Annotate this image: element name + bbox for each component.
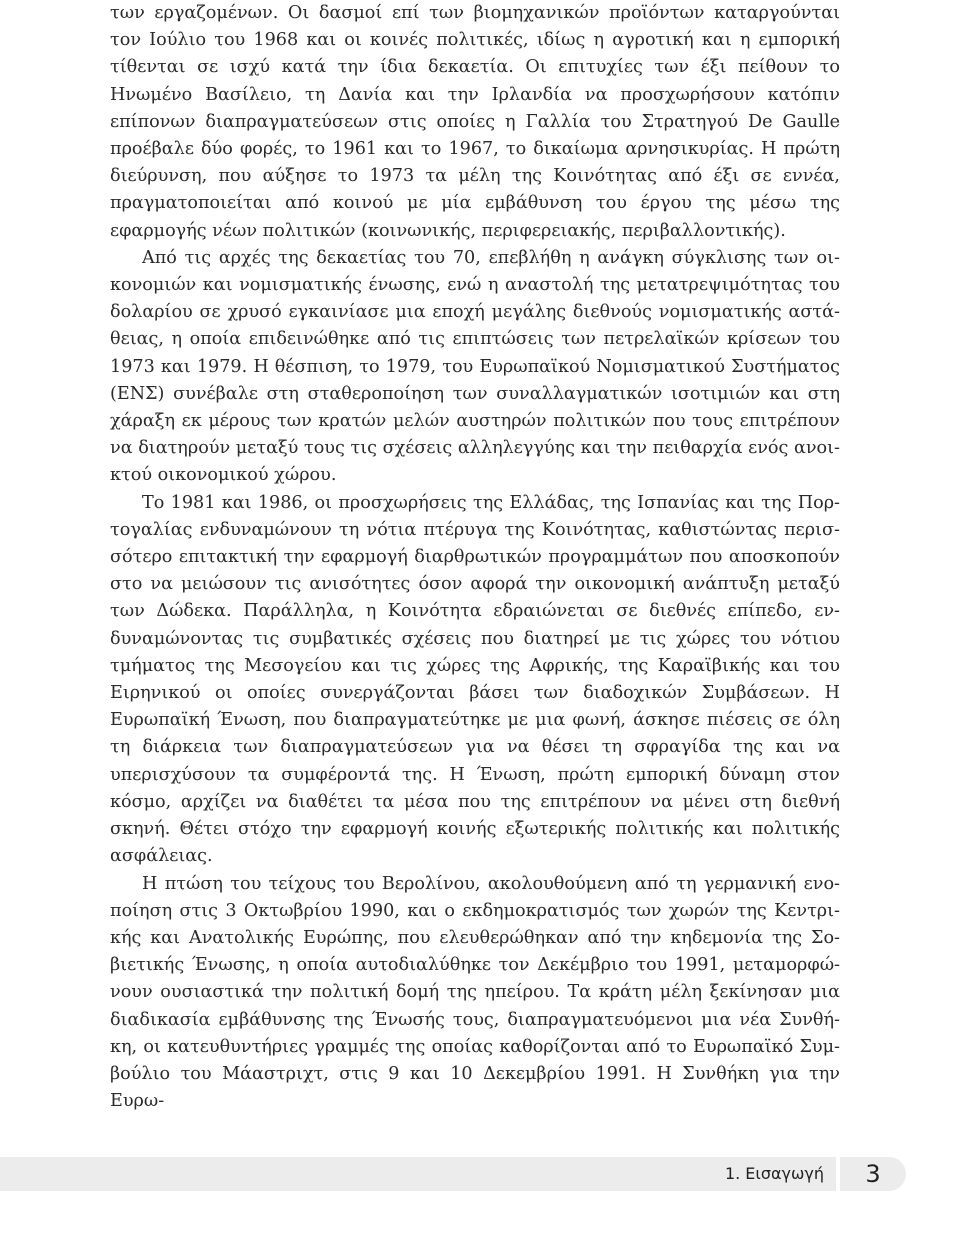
paragraph-1: των εργαζομένων. Οι δασμοί επί των βιομηχανικών προϊόντων καταργούνται τον Ιούλιο του 1968 και οι κοινές πολιτικές, ιδίως η αγροτική και η εμπορική τίθενται σε ισχύ κατά την ίδια δεκαετία. Οι επιτυχίες των έξι πείθουν το Ηνωμένο Βασίλειο, τη Δανία και την Ιρλανδία να προσχωρήσουν κατόπιν επίπονων διαπραγματεύσεων στις οποίες η Γαλλία του Στρατηγού De Gaulle προέβαλε δύο φορές, το 1961 και το 1967, το δικαίωμα αρνησικυρίας. Η πρώτη διεύρυνση, που αύξησε το 1973 τα μέλη της Κοινότητας από έξι σε εννέα, πραγματοποιείται από κοινού με μία εμβάθυνση του έργου της μέσω της εφαρμογής νέων πολιτικών (κοινωνικής, περιφερειακής, περιβαλλοντικής).	[110, 3, 840, 241]
paragraph-4: Η πτώση του τείχους του Βερολίνου, ακολουθούμενη από τη γερμανική ενοποίηση στις 3 Οκτωβρίου 1990, και ο εκδημοκρατισμός των χωρών της Κεντρικής και Ανατολικής Ευρώπης, που ελευθερώθηκαν από την κηδεμονία της Σοβιετικής Ένωσης, η οποία αυτοδιαλύθηκε τον Δεκέμβριο του 1991, μεταμορφώνουν ουσιαστικά την πολιτική δομή της ηπείρου. Τα κράτη μέλη ξεκίνησαν μια διαδικασία εμβάθυνσης της Ένωσής τους, διαπραγματευόμενοι μια νέα Συνθήκη, οι κατευθυντήριες γραμμές της οποίας καθορίζονται από το Ευρωπαϊκό Συμβούλιο του Μάαστριχτ, στις 9 και 10 Δεκεμβρίου 1991. Η Συνθήκη για την Ευρω-	[110, 873, 840, 1112]
paragraph-2: Από τις αρχές της δεκαετίας του 70, επεβλήθη η ανάγκη σύγκλισης των οικονομιών και νομισματικής ένωσης, ενώ η αναστολή της μετατρεψιμότητας του δολαρίου σε χρυσό εγκαινίασε μια εποχή μεγάλης διεθνούς νομισματικής αστάθειας, η οποία επιδεινώθηκε από τις επιπτώσεις των πετρελαϊκών κρίσεων του 1973 και 1979. Η θέσπιση, το 1979, του Ευρωπαϊκού Νομισματικού Συστήματος (ΕΝΣ) συνέβαλε στη σταθεροποίηση των συναλλαγματικών ισοτιμιών και στη χάραξη εκ μέρους των κρατών μελών αυστηρών πολιτικών που τους επιτρέπουν να διατηρούν μεταξύ τους τις σχέσεις αλληλεγγύης και την πειθαρχία ενός ανοικτού οικονομικού χώρου.	[110, 247, 840, 486]
page-number: 3	[865, 1160, 881, 1188]
document-body	[110, 0, 840, 1115]
paragraph-3: Το 1981 και 1986, οι προσχωρήσεις της Ελλάδας, της Ισπανίας και της Πορτογαλίας ενδυναμώνουν τη νότια πτέρυγα της Κοινότητας, καθιστώντας περισσότερο επιτακτική την εφαρμογή διαρθρωτικών προγραμμάτων που αποσκοπούν στο να μειώσουν τις ανισότητες όσον αφορά την οικονομική ανάπτυξη μεταξύ των Δώδεκα. Παράλληλα, η Κοινότητα εδραιώνεται σε διεθνές επίπεδο, ενδυναμώνοντας τις συμβατικές σχέσεις που διατηρεί με τις χώρες του νότιου τμήματος της Μεσογείου και τις χώρες της Αφρικής, της Καραϊβικής και του Ειρηνικού οι οποίες συνεργάζονται βάσει των διαδοχικών Συμβάσεων. Η Ευρωπαϊκή Ένωση, που διαπραγματεύτηκε με μια φωνή, άσκησε πιέσεις σε όλη τη διάρκεια των διαπραγματεύσεων για να θέσει τη σφραγίδα της και να υπερισχύσουν τα συμφέροντά της. Η Ένωση, πρώτη εμπορική δύναμη στον κόσμο, αρχίζει να διαθέτει τα μέσα που της επιτρέπουν να μένει στη διεθνή σκηνή. Θέτει στόχο την εφαρμογή κοινής εξωτερικής πολιτικής και πολιτικής ασφάλειας.	[110, 492, 840, 867]
chapter-title: 1. Εισαγωγή	[724, 1164, 824, 1183]
